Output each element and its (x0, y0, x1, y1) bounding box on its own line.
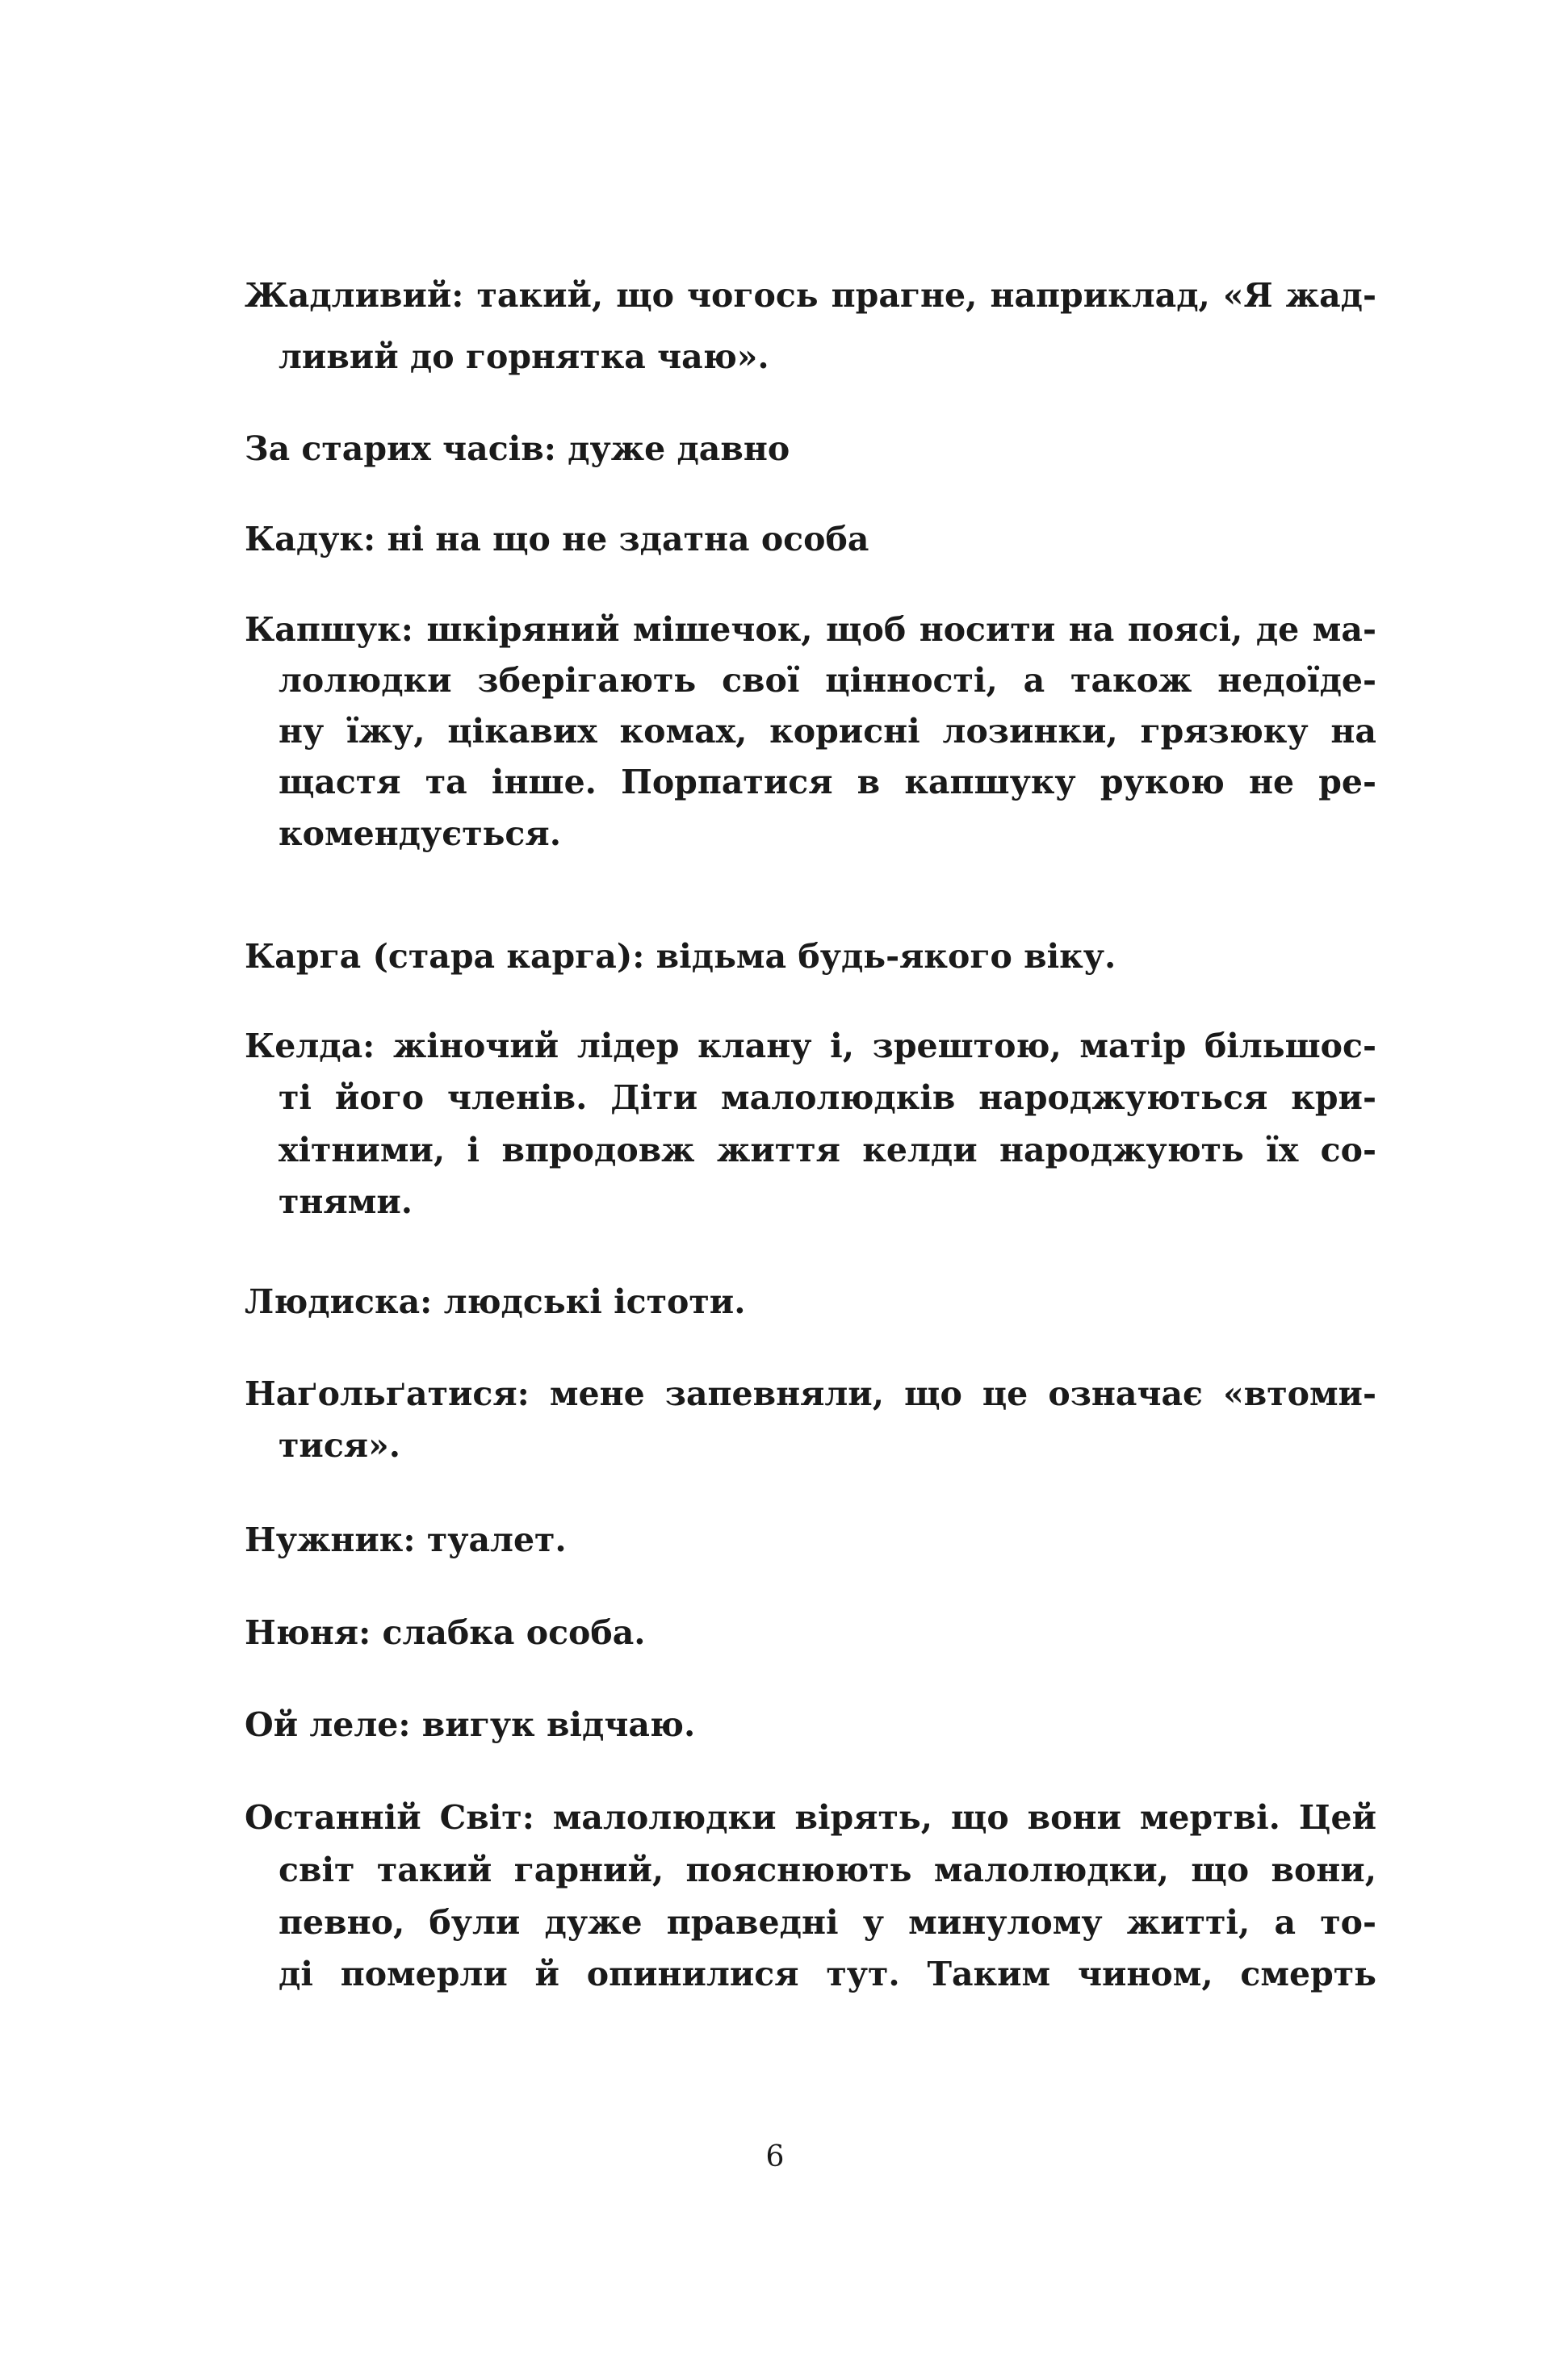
entry-line: Кадук: ні на що не здатна особа (245, 520, 869, 558)
entry-line: лолюдки зберігають свої цінності, а також недоїде- (279, 661, 1376, 700)
entry-line: Нюня: слабка особа. (245, 1613, 646, 1652)
entry-line: Нужник: туалет. (245, 1520, 567, 1559)
entry-line: Людиска: людські істоти. (245, 1282, 746, 1321)
entry-line: Наґольґатися: мене запевняли, що це означає «втоми- (245, 1374, 1376, 1413)
entry-line: Ой леле: вигук відчаю. (245, 1705, 696, 1744)
entry-line: Останній Світ: малолюдки вірять, що вони мертві. Цей (245, 1798, 1376, 1837)
entry-line: тнями. (279, 1182, 413, 1221)
entry-line: ті його членів. Діти малолюдків народжуються кри- (279, 1078, 1376, 1117)
entry-line: Карга (стара карга): відьма будь-якого віку. (245, 937, 1116, 976)
entry-line: За старих часів: дуже давно (245, 429, 790, 468)
entry-line: ну їжу, цікавих комах, корисні лозинки, грязюку на (279, 712, 1376, 751)
entry-line: комендується. (279, 814, 561, 853)
entry-line: Жадливий: такий, що чогось прагне, наприклад, «Я жад- (245, 276, 1376, 315)
entry-line: щастя та інше. Порпатися в капшуку рукою не ре- (279, 763, 1376, 801)
entry-line: світ такий гарний, пояснюють малолюдки, що вони, (279, 1851, 1376, 1889)
entry-line: Капшук: шкіряний мішечок, щоб носити на поясі, де ма- (245, 610, 1376, 649)
entry-line: певно, були дуже праведні у минулому житті, а то- (279, 1903, 1376, 1942)
entry-line: ливий до горнятка чаю». (279, 337, 769, 376)
page-number: 6 (765, 2140, 785, 2173)
entry-line: ді померли й опинилися тут. Таким чином, смерть (279, 1955, 1376, 1993)
entry-line: хітними, і впродовж життя келди народжують їх со- (279, 1131, 1376, 1169)
entry-line: Келда: жіночий лідер клану і, зрештою, матір більшос- (245, 1027, 1376, 1065)
entry-line: тися». (279, 1426, 400, 1465)
